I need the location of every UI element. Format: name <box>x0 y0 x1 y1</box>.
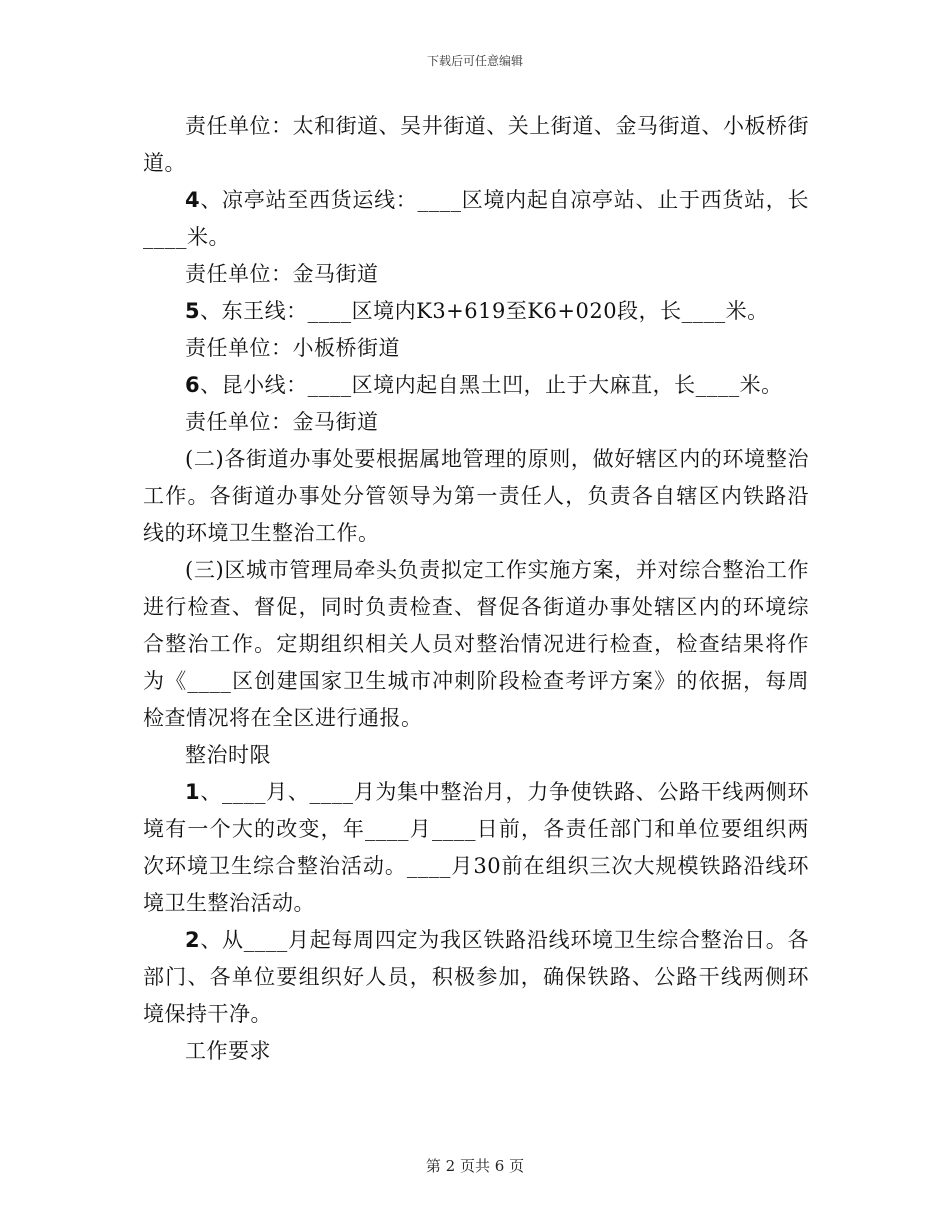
paragraph-text: 责任单位：金马街道 <box>185 410 379 434</box>
paragraph-text: 、东王线：____区境内K3+619至K6+020段，长____米。 <box>200 299 769 323</box>
paragraph-text: 、凉亭站至西货运线：____区境内起自凉亭站、止于西货站，长____米。 <box>143 188 809 249</box>
paragraph-item-5 <box>143 293 809 330</box>
paragraph-section-3 <box>143 552 809 737</box>
paragraph-section-2 <box>143 441 809 552</box>
heading-deadline <box>143 737 809 774</box>
item-number: 2 <box>185 928 201 952</box>
paragraph-text: 工作要求 <box>185 1039 271 1063</box>
document-body <box>143 108 809 1070</box>
paragraph-item-6 <box>143 367 809 404</box>
item-number: 4 <box>185 188 201 212</box>
paragraph-deadline-2 <box>143 922 809 1033</box>
paragraph-text: 、昆小线：____区境内起自黑土凹，止于大麻苴，长____米。 <box>200 373 783 397</box>
paragraph-text: (三)区城市管理局牵头负责拟定工作实施方案，并对综合整治工作进行检查、督促，同时负责检查、督促各街道办事处辖区内的环境综合整治工作。定期组织相关人员对整治情况进行检查，检查结果将作为《____区创建国家卫生城市冲刺阶段检查考评方案》的依据，每周检查情况将在全区进行通报。 <box>143 558 809 730</box>
paragraph-text: (二)各街道办事处要根据属地管理的原则，做好辖区内的环境整治工作。各街道办事处分管领导为第一责任人，负责各自辖区内铁路沿线的环境卫生整治工作。 <box>143 447 809 545</box>
item-number: 1 <box>185 780 201 804</box>
page-header: 下载后可任意编辑 <box>426 54 523 68</box>
paragraph-text: 责任单位：金马街道 <box>185 262 379 286</box>
paragraph-responsible-units-2 <box>143 256 809 293</box>
page-footer: 第 2 页共 6 页 <box>425 1157 525 1175</box>
paragraph-deadline-1 <box>143 774 809 922</box>
item-number: 5 <box>185 299 201 323</box>
paragraph-responsible-units-4 <box>143 404 809 441</box>
paragraph-responsible-units-1 <box>143 108 809 182</box>
paragraph-text: 责任单位：太和街道、吴井街道、关上街道、金马街道、小板桥街道。 <box>143 114 809 175</box>
item-number: 6 <box>185 373 201 397</box>
paragraph-text: 整治时限 <box>185 743 271 767</box>
heading-work-requirements <box>143 1033 809 1070</box>
paragraph-text: 责任单位：小板桥街道 <box>185 336 400 360</box>
paragraph-text: 、____月、____月为集中整治月，力争使铁路、公路干线两侧环境有一个大的改变，年____月____日前，各责任部门和单位要组织两次环境卫生综合整治活动。____月30前在组织三次大规模铁路沿线环境卫生整治活动。 <box>143 780 809 915</box>
paragraph-responsible-units-3 <box>143 330 809 367</box>
paragraph-text: 、从____月起每周四定为我区铁路沿线环境卫生综合整治日。各部门、各单位要组织好人员，积极参加，确保铁路、公路干线两侧环境保持干净。 <box>143 928 809 1026</box>
paragraph-item-4 <box>143 182 809 256</box>
